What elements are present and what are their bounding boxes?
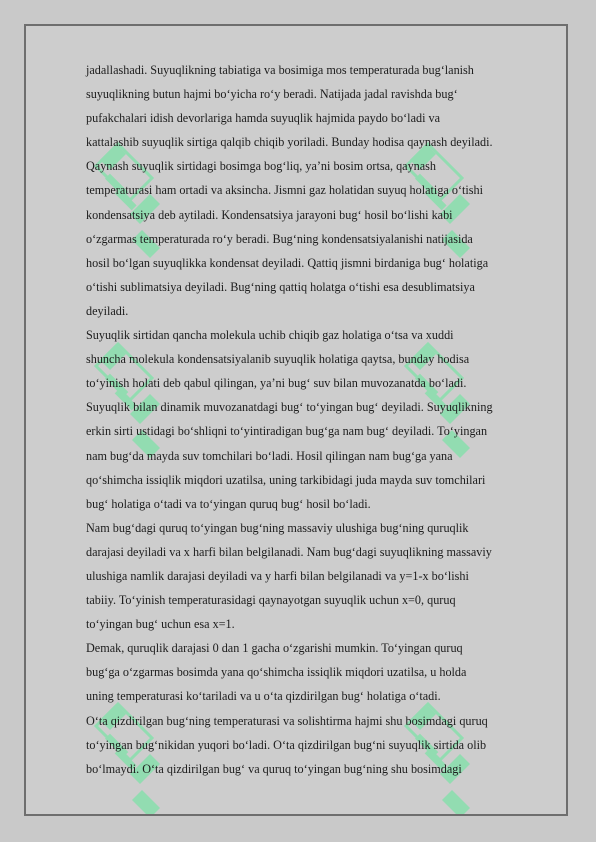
- text-line: bo‘lmaydi. O‘ta qizdirilgan bug‘ va quruq to‘yingan bug‘ning shu bosimdagi: [86, 761, 462, 776]
- document-page: [24, 24, 568, 816]
- body-text: [86, 58, 556, 781]
- text-line: to‘yingan bug‘ uchun esa x=1.: [86, 617, 235, 632]
- text-line: darajasi deyiladi va x harfi bilan belgilanadi. Nam bug‘dagi suyuqlikning massaviy: [86, 544, 492, 559]
- text-line: O‘ta qizdirilgan bug‘ning temperaturasi va solishtirma hajmi shu bosimdagi quruq: [86, 713, 488, 728]
- text-line: o‘tishi sublimatsiya deyiladi. Bug‘ning qattiq holatga o‘tishi esa desublimatsiya: [86, 279, 475, 294]
- text-line: deyiladi.: [86, 303, 129, 318]
- text-line: nam bug‘da mayda suv tomchilari bo‘ladi. Hosil qilingan nam bug‘ga yana: [86, 448, 453, 463]
- text-line: tabiiy. To‘yinish temperaturasidagi qaynayotgan suyuqlik uchun x=0, quruq: [86, 593, 456, 608]
- text-line: kondensatsiya deb aytiladi. Kondensatsiya jarayoni bug‘ hosil bo‘lishi kabi: [86, 207, 453, 222]
- text-line: ulushiga namlik darajasi deyiladi va y harfi bilan belgilanadi va y=1-x bo‘lishi: [86, 568, 469, 583]
- text-line: temperaturasi ham ortadi va aksincha. Jismni gaz holatidan suyuq holatiga o‘tishi: [86, 183, 484, 198]
- text-line: bug‘ga o‘zgarmas bosimda yana qo‘shimcha issiqlik miqdori uzatilsa, u holda: [86, 665, 467, 680]
- text-line: to‘yingan bug‘nikidan yuqori bo‘ladi. O‘ta qizdirilgan bug‘ni suyuqlik sirtida olib: [86, 737, 487, 752]
- text-line: to‘yinish holati deb qabul qilingan, ya’ni bug‘ suv bilan muvozanatda bo‘ladi.: [86, 376, 467, 391]
- text-line: Nam bug‘dagi quruq to‘yingan bug‘ning massaviy ulushiga bug‘ning quruqlik: [86, 520, 469, 535]
- text-line: uning temperaturasi ko‘tariladi va u o‘ta qizdirilgan bug‘ holatiga o‘tadi.: [86, 689, 441, 704]
- text-line: bug‘ holatiga o‘tadi va to‘yingan quruq bug‘ hosil bo‘ladi.: [86, 496, 371, 511]
- text-line: kattalashib suyuqlik sirtiga qalqib chiqib yoriladi. Bunday hodisa qaynash deyiladi.: [86, 135, 493, 150]
- text-line: jadallashadi. Suyuqlikning tabiatiga va bosimiga mos temperaturada bug‘lanish: [86, 63, 474, 77]
- text-line: Demak, quruqlik darajasi 0 dan 1 gacha o‘zgarishi mumkin. To‘yingan quruq: [86, 641, 463, 656]
- text-line: pufakchalari idish devorlariga hamda suyuqlik hajmida paydo bo‘ladi va: [86, 111, 441, 126]
- text-line: hosil bo‘lgan suyuqlikka kondensat deyiladi. Qattiq jismni birdaniga bug‘ holatiga: [86, 255, 489, 270]
- text-line: suyuqlikning butun hajmi bo‘yicha ro‘y beradi. Natijada jadal ravishda bug‘: [86, 87, 458, 102]
- text-line: o‘zgarmas temperaturada ro‘y beradi. Bug‘ning kondensatsiyalanishi natijasida: [86, 231, 473, 246]
- text-line: Suyuqlik bilan dinamik muvozanatdagi bug‘ to‘yingan bug‘ deyiladi. Suyuqlikning: [86, 400, 493, 415]
- text-line: qo‘shimcha issiqlik miqdori uzatilsa, uning tarkibidagi juda mayda suv tomchilari: [86, 472, 486, 487]
- text-line: erkin sirti ustidagi bo‘shliqni to‘yintiradigan bug‘ga nam bug‘ deyiladi. To‘yingan: [86, 424, 488, 439]
- text-line: Suyuqlik sirtidan qancha molekula uchib chiqib gaz holatiga o‘tsa va xuddi: [86, 328, 454, 343]
- text-line: Qaynash suyuqlik sirtidagi bosimga bog‘liq, ya’ni bosim ortsa, qaynash: [86, 159, 437, 174]
- text-line: shuncha molekula kondensatsiyalanib suyuqlik holatiga qaytsa, bunday hodisa: [86, 352, 470, 367]
